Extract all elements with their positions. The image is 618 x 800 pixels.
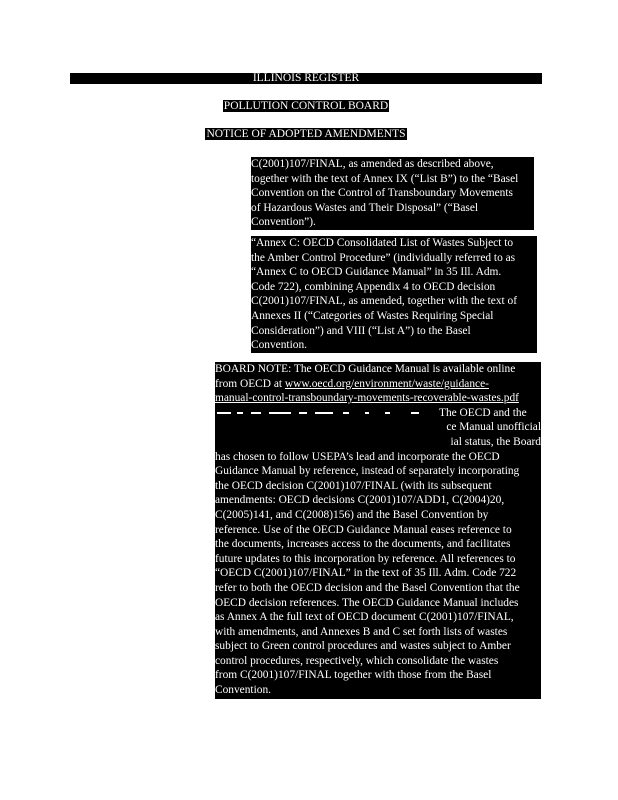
annex-b-paragraph — [251, 157, 534, 230]
text-line: from C(2001)107/FINAL together with those from the Basel — [215, 669, 492, 682]
text-line: Guidance Manual by reference, instead of separately incorporating — [215, 465, 520, 478]
redaction-artifact — [215, 408, 425, 418]
text-line: together with the text of Annex IX (“List B”) to the “Basel — [251, 172, 534, 187]
board-note — [215, 362, 541, 699]
text-line: “Annex C: OECD Consolidated List of Wastes Subject to — [251, 236, 537, 251]
text-line: C(2005)141, and C(2008)156) and the Basel Convention by — [215, 508, 489, 521]
register-title: ILLINOIS REGISTER — [252, 72, 360, 84]
text-line: Convention. — [251, 338, 537, 353]
text-fragment: The OECD and the — [439, 406, 527, 419]
text-line: “Annex C to OECD Guidance Manual” in 35 Ill. Adm. — [251, 265, 537, 280]
text-line: BOARD NOTE: The OECD Guidance Manual is available online — [215, 363, 516, 375]
text-line: Code 722), combining Appendix 4 to OECD decision — [251, 280, 537, 295]
annex-c-paragraph — [251, 236, 537, 353]
text-line: subject to Green control procedures and wastes subject to Amber — [215, 640, 511, 653]
oecd-link[interactable]: www.oecd.org/environment/waste/guidance- — [284, 377, 489, 390]
text-line — [215, 435, 541, 450]
text-line: as Annex A the full text of OECD document C(2001)107/FINAL, — [215, 611, 514, 624]
text-fragment: from OECD at — [215, 377, 285, 390]
text-line — [215, 420, 541, 435]
text-line: future updates to this incorporation by reference. All references to — [215, 552, 516, 565]
text-fragment: ce Manual unofficial — [446, 421, 541, 434]
text-line: OECD decision references. The OECD Guidance Manual includes — [215, 596, 519, 609]
text-line: reference. Use of the OECD Guidance Manual eases reference to — [215, 523, 512, 536]
text-line: of Hazardous Wastes and Their Disposal” (“Basel — [251, 201, 534, 216]
text-line: refer to both the OECD decision and the Basel Convention that the — [215, 581, 520, 594]
text-line: amendments: OECD decisions C(2001)107/ADD1, C(2004)20, — [215, 494, 505, 507]
text-fragment: ial status, the Board — [450, 435, 541, 448]
text-line: Consideration”) and VIII (“List A”) to the Basel — [251, 324, 537, 339]
text-line: Convention”). — [251, 215, 534, 230]
text-line: Convention. — [215, 684, 272, 697]
text-line: Convention on the Control of Transboundary Movements — [251, 186, 534, 201]
text-line: the Amber Control Procedure” (individually referred to as — [251, 251, 537, 266]
notice-title: NOTICE OF ADOPTED AMENDMENTS — [206, 128, 406, 140]
text-line: control procedures, respectively, which consolidate the wastes — [215, 654, 499, 667]
text-line — [215, 406, 541, 421]
text-line — [215, 377, 541, 392]
board-title: POLLUTION CONTROL BOARD — [223, 100, 389, 112]
text-line: has chosen to follow USEPA’s lead and incorporate the OECD — [215, 450, 500, 463]
text-line: with amendments, and Annexes B and C set forth lists of wastes — [215, 625, 508, 638]
text-line: the OECD decision C(2001)107/FINAL (with its subsequent — [215, 479, 492, 492]
text-line: “OECD C(2001)107/FINAL” in the text of 35 Ill. Adm. Code 722 — [215, 567, 517, 580]
text-line: the documents, increases access to the documents, and facilitates — [215, 538, 511, 551]
oecd-link-continued[interactable]: manual-control-transboundary-movements-recoverable-wastes.pdf — [215, 392, 519, 405]
text-line: Annexes II (“Categories of Wastes Requiring Special — [251, 309, 537, 324]
text-line: C(2001)107/FINAL, as amended, together with the text of — [251, 294, 537, 309]
text-line: C(2001)107/FINAL, as amended as described above, — [251, 157, 534, 172]
